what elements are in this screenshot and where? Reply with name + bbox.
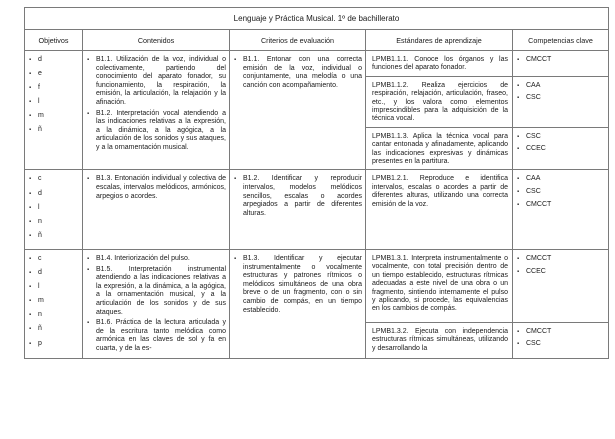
competencia-item: ▪ CSC — [517, 133, 605, 142]
competencias-cell — [513, 51, 609, 77]
criterio-item-list — [230, 170, 365, 223]
estandar-text: LPMB1.3.1. Interpreta instrumentalmente o vocalmente, con total precisión dentro de un tiempo establecido, estructuras rítmicas adecuadas a este nivel de una obra o un fragmento, sintiendo internamente el pulso y aplicando, si procede, las equivalencias en los cambios de compás. — [372, 254, 508, 313]
competencia-item-list — [513, 51, 608, 72]
table-row — [25, 249, 609, 322]
contenido-item: ▪ B1.2. Interpretación vocal atendiendo a las indicaciones relativas a la expresión, a la dinámica, a la agógica, a la articulación de los sonidos y sus ataques, y a la ornamentación musical. — [87, 110, 226, 153]
header-criterios: Criterios de evaluación — [230, 30, 366, 51]
objetivo-item: ▪ l — [29, 283, 79, 292]
competencia-item-list — [513, 170, 608, 216]
contenido-item-list — [83, 250, 229, 359]
contenidos-cell — [83, 170, 230, 249]
contenidos-cell — [83, 51, 230, 170]
competencia-item: ▪ CCEC — [517, 145, 605, 154]
objetivo-item: ▪ ñ — [29, 232, 79, 241]
table-title: Lenguaje y Práctica Musical. 1º de bachillerato — [25, 8, 609, 30]
header-objetivos: Objetivos — [25, 30, 83, 51]
estandar-text: LPMB1.1.1. Conoce los órganos y las funciones del aparato fonador. — [372, 56, 508, 72]
competencia-item-list — [513, 323, 608, 356]
competencia-item: ▪ CMCCT — [517, 328, 605, 337]
header-estandares: Estándares de aprendizaje — [366, 30, 513, 51]
competencia-item: ▪ CAA — [517, 82, 605, 91]
criterio-item: ▪ B1.2. Identificar y reproducir intervalos, modelos melódicos sencillos, escalas o acordes arpegiados a partir de diferentes alturas. — [234, 175, 362, 218]
curriculum-table-container — [24, 7, 612, 439]
competencias-cell — [513, 170, 609, 249]
objetivo-item: ▪ d — [29, 269, 79, 278]
objetivo-item: ▪ c — [29, 255, 79, 264]
competencia-item: ▪ CCEC — [517, 268, 605, 277]
criterios-cell — [230, 249, 366, 359]
competencia-item-list — [513, 128, 608, 161]
competencia-item: ▪ CSC — [517, 188, 605, 197]
criterio-item-list — [230, 250, 365, 320]
criterio-item-list — [230, 51, 365, 95]
objetivo-item: ▪ e — [29, 70, 79, 79]
objetivo-item: ▪ p — [29, 340, 79, 349]
estandar-text: LPMB1.2.1. Reproduce e identifica intervalos, escalas o acordes a partir de diferentes alturas, utilizando una correcta emisión de la voz. — [372, 175, 508, 208]
estandar-cell — [366, 249, 513, 322]
objetivo-item-list — [25, 170, 82, 248]
objetivo-item: ▪ l — [29, 98, 79, 107]
contenido-item-list — [83, 170, 229, 206]
criterios-cell — [230, 170, 366, 249]
objetivo-item: ▪ m — [29, 112, 79, 121]
criterio-item: ▪ B1.3. Identificar y ejecutar instrumentalmente o vocalmente estructuras y patrones rítmicos o melódicos simultáneos de una obra breve o de un fragmento, con o sin cambio de compás, en un tiempo establecido. — [234, 255, 362, 315]
objetivo-item-list — [25, 51, 82, 144]
competencias-cell — [513, 76, 609, 127]
objetivos-cell — [25, 170, 83, 249]
competencia-item-list — [513, 250, 608, 283]
estandar-cell — [366, 322, 513, 359]
estandar-text: LPMB1.3.2. Ejecuta con independencia estructuras rítmicas simultáneas, utilizando y desarrollando la — [372, 327, 508, 352]
table-row — [25, 51, 609, 77]
objetivo-item: ▪ l — [29, 204, 79, 213]
competencias-cell — [513, 249, 609, 322]
objetivo-item: ▪ ñ — [29, 126, 79, 135]
competencia-item-list — [513, 77, 608, 110]
header-competencias: Competencias clave — [513, 30, 609, 51]
objetivo-item: ▪ n — [29, 311, 79, 320]
estandar-cell — [366, 76, 513, 127]
objetivo-item: ▪ f — [29, 84, 79, 93]
estandar-text: LPMB1.1.2. Realiza ejercicios de respiración, relajación, articulación, fraseo, etc., y los valora como elementos imprescindibles para la adquisición de la técnica vocal. — [372, 81, 508, 123]
objetivos-cell — [25, 249, 83, 359]
competencia-item: ▪ CAA — [517, 175, 605, 184]
objetivos-cell — [25, 51, 83, 170]
contenido-item: ▪ B1.3. Entonación individual y colectiva de escalas, intervalos melódicos, armónicos, arpegios o acordes. — [87, 175, 226, 201]
curriculum-table — [24, 7, 609, 359]
competencias-cell — [513, 127, 609, 170]
competencias-cell — [513, 322, 609, 359]
header-contenidos: Contenidos — [83, 30, 230, 51]
contenido-item: ▪ B1.4. Interiorización del pulso. — [87, 255, 226, 264]
table-body — [25, 51, 609, 359]
estandar-cell — [366, 51, 513, 77]
estandar-text: LPMB1.1.3. Aplica la técnica vocal para cantar entonada y afinadamente, aplicando las indicaciones expresivas y dinámicas presentes en la partitura. — [372, 132, 508, 166]
criterios-cell — [230, 51, 366, 170]
table-row — [25, 170, 609, 249]
competencia-item: ▪ CMCCT — [517, 255, 605, 264]
criterio-item: ▪ B1.1. Entonar con una correcta emisión de la voz, individual o conjuntamente, una melodía o una canción con acompañamiento. — [234, 56, 362, 90]
contenidos-cell — [83, 249, 230, 359]
contenido-item: ▪ B1.6. Práctica de la lectura articulada y de la escritura tanto melódica como armónica en las claves de sol y fa en cuarta, y de la es- — [87, 319, 226, 353]
competencia-item: ▪ CSC — [517, 340, 605, 349]
contenido-item: ▪ B1.5. Interpretación instrumental atendiendo a las indicaciones relativas a la expresión, a la dinámica, a la agógica, a la ornamentación musical, y a la articulación de los sonidos y de sus ataques. — [87, 266, 226, 318]
objetivo-item: ▪ d — [29, 56, 79, 65]
contenido-item-list — [83, 51, 229, 158]
competencia-item: ▪ CMCCT — [517, 56, 605, 65]
competencia-item: ▪ CMCCT — [517, 201, 605, 210]
estandar-cell — [366, 170, 513, 249]
contenido-item: ▪ B1.1. Utilización de la voz, individual o colectivamente, partiendo del conocimiento del aparato fonador, su funcionamiento, la respiración, la emisión, la articulación, la relajación y la afinación. — [87, 56, 226, 108]
estandar-cell — [366, 127, 513, 170]
objetivo-item: ▪ n — [29, 218, 79, 227]
objetivo-item-list — [25, 250, 82, 357]
objetivo-item: ▪ ñ — [29, 325, 79, 334]
objetivo-item: ▪ c — [29, 175, 79, 184]
objetivo-item: ▪ d — [29, 190, 79, 199]
objetivo-item: ▪ m — [29, 297, 79, 306]
competencia-item: ▪ CSC — [517, 94, 605, 103]
